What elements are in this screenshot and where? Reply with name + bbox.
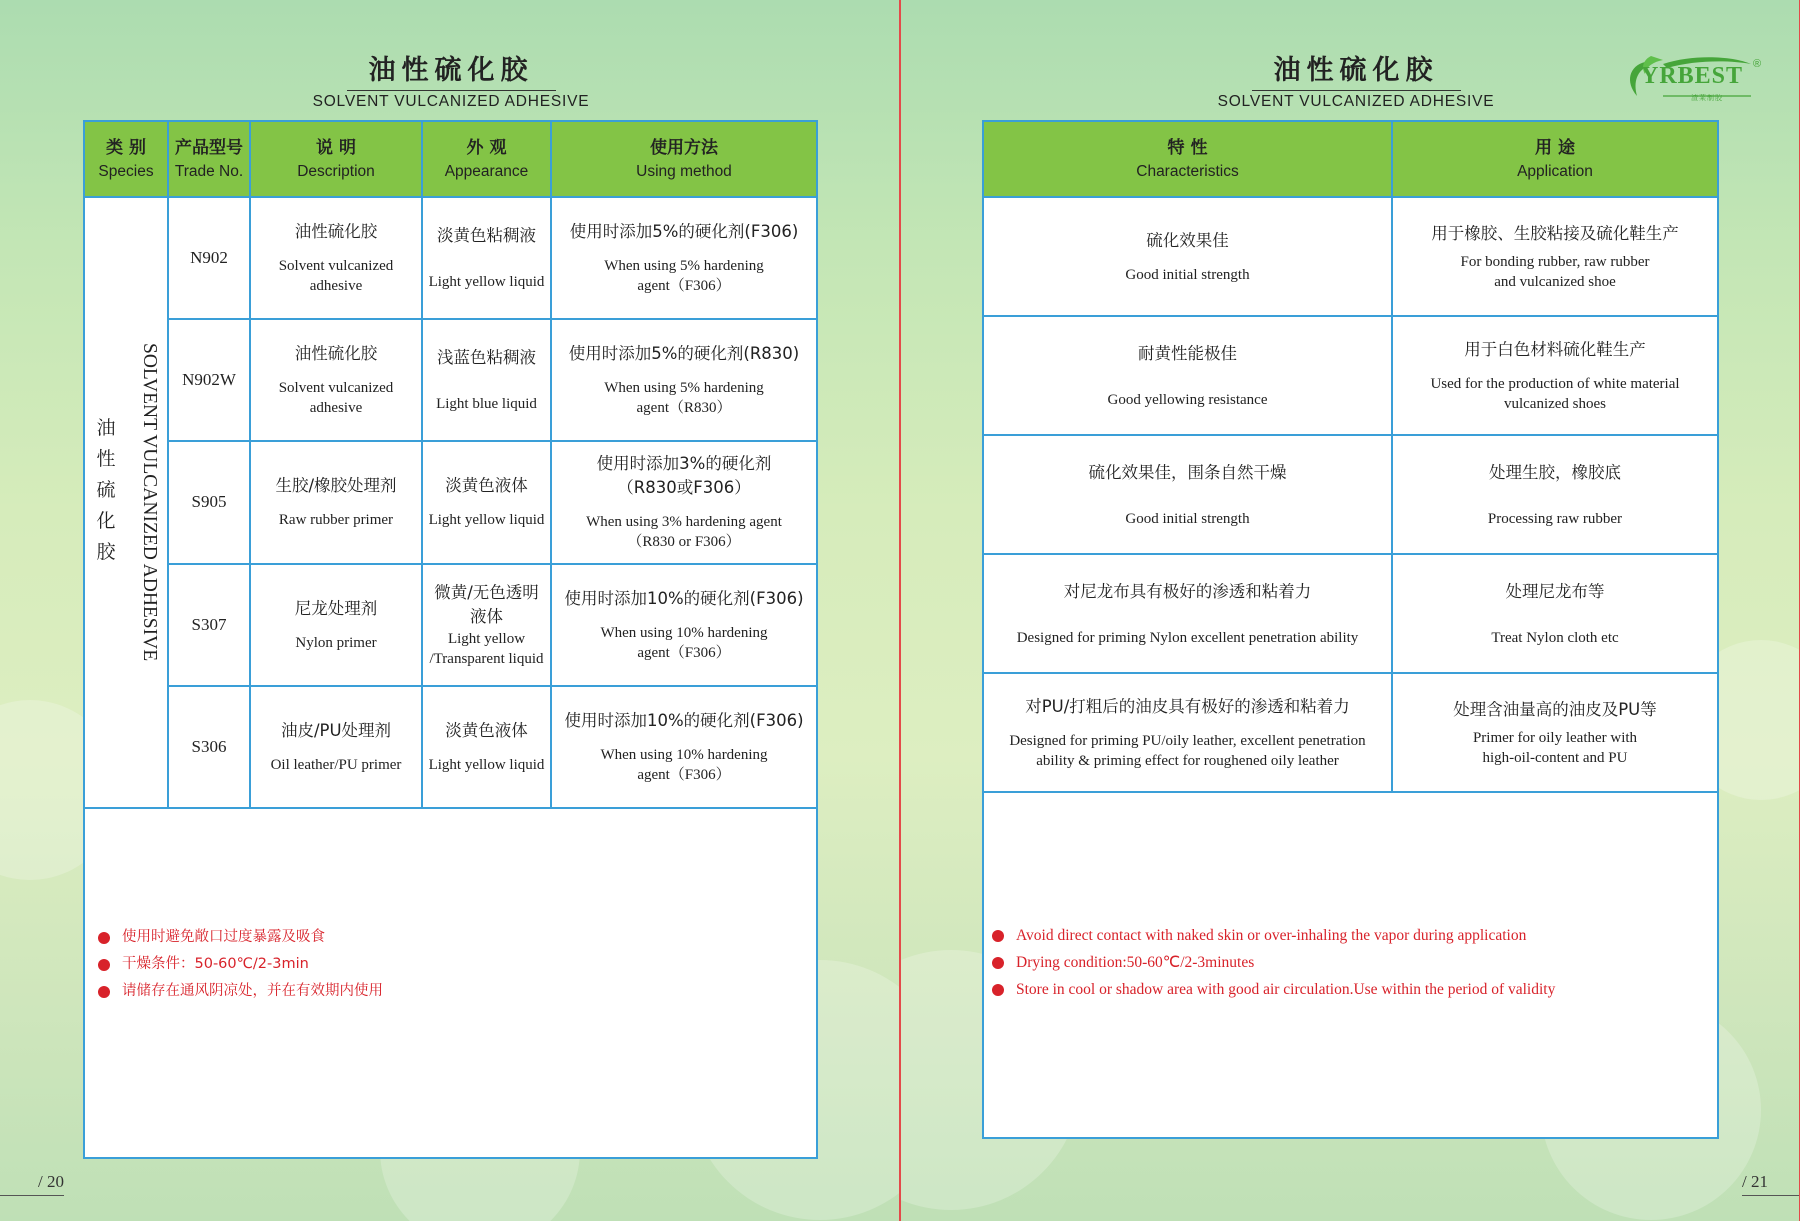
table-row — [84, 564, 817, 686]
description-cell: 油性硫化胶 Solvent vulcanized adhesive — [250, 319, 422, 441]
brand-logo: YRBEST ® 渣莱制胶 — [1623, 52, 1768, 108]
trade-no-cell: N902 — [168, 197, 250, 319]
trade-no-cell: S905 — [168, 441, 250, 563]
appearance-cell: 淡黄色液体 Light yellow liquid — [422, 686, 551, 808]
title-english: SOLVENT VULCANIZED ADHESIVE — [1217, 93, 1495, 110]
characteristics-cell: 对PU/打粗后的油皮具有极好的渗透和粘着力 Designed for priming PU/oily leather, excellent penetration ability & priming effect for roughened oily leather — [983, 673, 1392, 792]
table-row — [983, 435, 1718, 554]
characteristics-cell: 对尼龙布具有极好的渗透和粘着力 Designed for priming Nylon excellent penetration ability — [983, 554, 1392, 673]
species-label-cn: 油性硫化胶 — [96, 417, 116, 563]
title-chinese: 油性硫化胶 — [1252, 54, 1461, 91]
table-row — [983, 554, 1718, 673]
table-row — [84, 319, 817, 441]
bullet-icon — [98, 932, 110, 944]
col-description: 说 明 Description — [250, 121, 422, 197]
col-application: 用 途 Application — [1392, 121, 1718, 197]
col-appearance: 外 观 Appearance — [422, 121, 551, 197]
bullet-icon — [992, 984, 1004, 996]
col-characteristics: 特 性 Characteristics — [983, 121, 1392, 197]
trade-no-cell: S307 — [168, 564, 250, 686]
table-row — [84, 197, 817, 319]
appearance-cell: 淡黄色粘稠液 Light yellow liquid — [422, 197, 551, 319]
characteristics-cell: 硫化效果佳 Good initial strength — [983, 197, 1392, 316]
appearance-cell: 浅蓝色粘稠液 Light blue liquid — [422, 319, 551, 441]
appearance-cell: 微黄/无色透明 液体 Light yellow /Transparent liquid — [422, 564, 551, 686]
col-species: 类 别 Species — [84, 121, 168, 197]
using-method-cell: 使用时添加5%的硬化剂(R830) When using 5% hardening agent（R830） — [551, 319, 817, 441]
page-21 — [901, 0, 1800, 1221]
species-label-en: SOLVENT VULCANIZED ADHESIVE — [139, 343, 160, 662]
description-cell: 油性硫化胶 Solvent vulcanized adhesive — [250, 197, 422, 319]
using-method-cell: 使用时添加10%的硬化剂(F306) When using 10% hardening agent（F306） — [551, 686, 817, 808]
list-item: Drying condition:50-60℃/2-3minutes — [992, 949, 1555, 976]
characteristics-cell: 耐黄性能极佳 Good yellowing resistance — [983, 316, 1392, 435]
page-title — [1211, 54, 1501, 111]
list-item: 干燥条件：50-60℃/2-3min — [98, 951, 383, 978]
application-cell: 处理生胶，橡胶底 Processing raw rubber — [1392, 435, 1718, 554]
table-row — [84, 441, 817, 563]
trade-no-cell: N902W — [168, 319, 250, 441]
table-row — [983, 673, 1718, 792]
list-item: 请储存在通风阴凉处，并在有效期内使用 — [98, 978, 383, 1005]
page-20 — [0, 0, 899, 1221]
description-cell: 油皮/PU处理剂 Oil leather/PU primer — [250, 686, 422, 808]
table-header-row — [84, 121, 817, 197]
application-cell: 用于白色材料硫化鞋生产 Used for the production of white material vulcanized shoes — [1392, 316, 1718, 435]
characteristics-cell: 硫化效果佳，围条自然干燥 Good initial strength — [983, 435, 1392, 554]
using-method-cell: 使用时添加5%的硬化剂(F306) When using 5% hardening agent（F306） — [551, 197, 817, 319]
species-cell — [84, 197, 168, 808]
notes-list — [98, 924, 383, 1005]
bullet-icon — [98, 986, 110, 998]
table-row — [983, 316, 1718, 435]
bullet-icon — [992, 930, 1004, 942]
title-chinese: 油性硫化胶 — [347, 54, 556, 91]
using-method-cell: 使用时添加3%的硬化剂 （R830或F306） When using 3% hardening agent （R830 or F306） — [551, 441, 817, 563]
page-number: / 21 — [1736, 1172, 1800, 1196]
table-row — [983, 197, 1718, 316]
list-item: 使用时避免敞口过度暴露及吸食 — [98, 924, 383, 951]
application-cell: 处理含油量高的油皮及PU等 Primer for oily leather with high-oil-content and PU — [1392, 673, 1718, 792]
notes-list — [992, 922, 1555, 1003]
title-english: SOLVENT VULCANIZED ADHESIVE — [312, 93, 590, 110]
page-number: / 20 — [0, 1172, 64, 1196]
col-using-method: 使用方法 Using method — [551, 121, 817, 197]
using-method-cell: 使用时添加10%的硬化剂(F306) When using 10% hardening agent（F306） — [551, 564, 817, 686]
list-item: Store in cool or shadow area with good air circulation.Use within the period of validity — [992, 976, 1555, 1003]
table-row — [84, 686, 817, 808]
bullet-icon — [992, 957, 1004, 969]
list-item: Avoid direct contact with naked skin or over-inhaling the vapor during application — [992, 922, 1555, 949]
application-cell: 处理尼龙布等 Treat Nylon cloth etc — [1392, 554, 1718, 673]
description-cell: 生胶/橡胶处理剂 Raw rubber primer — [250, 441, 422, 563]
trade-no-cell: S306 — [168, 686, 250, 808]
description-cell: 尼龙处理剂 Nylon primer — [250, 564, 422, 686]
bullet-icon — [98, 959, 110, 971]
application-cell: 用于橡胶、生胶粘接及硫化鞋生产 For bonding rubber, raw rubber and vulcanized shoe — [1392, 197, 1718, 316]
page-title — [306, 54, 596, 111]
col-trade-no: 产品型号 Trade No. — [168, 121, 250, 197]
table-header-row — [983, 121, 1718, 197]
appearance-cell: 淡黄色液体 Light yellow liquid — [422, 441, 551, 563]
